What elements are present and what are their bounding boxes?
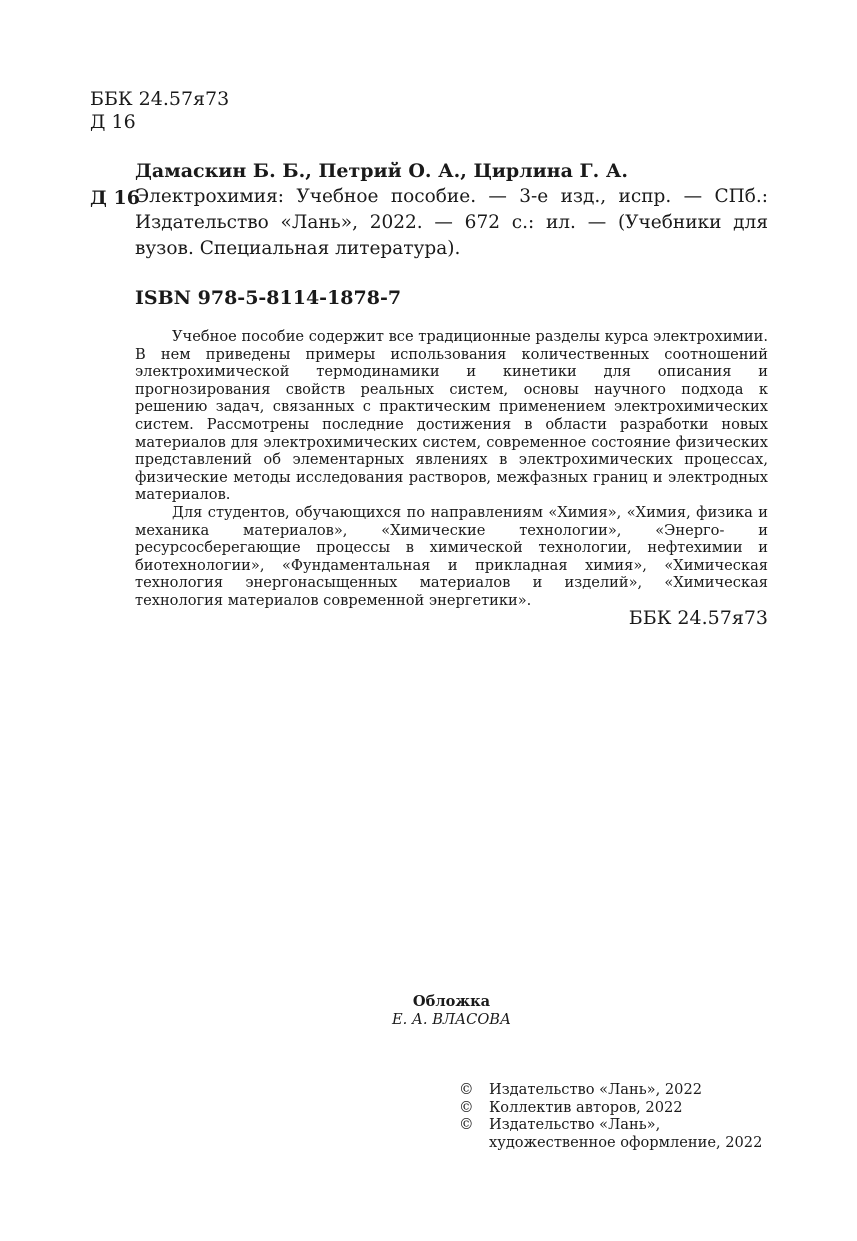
biblio-author-sign: Д 16 [90,187,140,209]
copyright-line [459,1099,762,1117]
copyright-text: Коллектив авторов, 2022 [489,1098,683,1116]
annotation-paragraph-audience: Для студентов, обучающихся по направлениям «Химия», «Химия, физика и механика материалов», «Химические технологии», «Энерго- и ресурсосберегающие процессы в химической технологии, нефтехимии и биотехнологии», «Фундаментальная и прикладная химия», «Химическая технология энергонасыщенных материалов и изделий», «Химическая технология материалов современной энергетики». [135,503,768,609]
copyright-text-continued: художественное оформление, 2022 [489,1133,763,1151]
copyright-text: Издательство «Лань», 2022 [489,1081,703,1098]
isbn: ISBN 978-5-8114-1878-7 [135,287,402,309]
copyright-icon: © [459,1081,474,1098]
annotation [135,328,768,610]
bbk-footer: ББК 24.57я73 [628,607,768,629]
book-authors: Дамаскин Б. Б., Петрий О. А., Цирлина Г. А. [135,160,628,182]
copyright-icon: © [459,1098,474,1116]
cover-credit [0,993,857,1029]
copyright-line [459,1081,762,1099]
copyright-icon: © [459,1116,474,1133]
bibliographic-description: Электрохимия: Учебное пособие. — 3-е изд., испр. — СПб.: Издательство «Лань», 2022. — 672 с.: ил. — (Учебники для вузов. Специальная литература). [135,186,768,259]
copyright-block [459,1081,762,1151]
bbk-header [90,88,229,134]
copyright-text: Издательство «Лань», [489,1116,661,1133]
cover-designer: Е. А. ВЛАСОВА [391,1011,512,1028]
author-sign: Д 16 [90,111,136,133]
cover-label: Обложка [412,993,491,1010]
annotation-paragraph: Учебное пособие содержит все традиционные разделы курса электрохимии. В нем приведены примеры использования количественных соотношений электрохимической термодинамики и кинетики для описания и прогнозирования свойств реальных систем, основы научного подхода к решению задач, связанных с практическим применением электрохимических систем. Рассмотрены последние достижения в области разработки новых материалов для электрохимических систем, современное состояние физических представлений об элементарных явлениях в электрохимических процессах, физические методы исследования растворов, межфазных границ и электродных материалов. [135,328,768,504]
copyright-line [459,1116,762,1134]
bbk-index: ББК 24.57я73 [90,88,230,110]
